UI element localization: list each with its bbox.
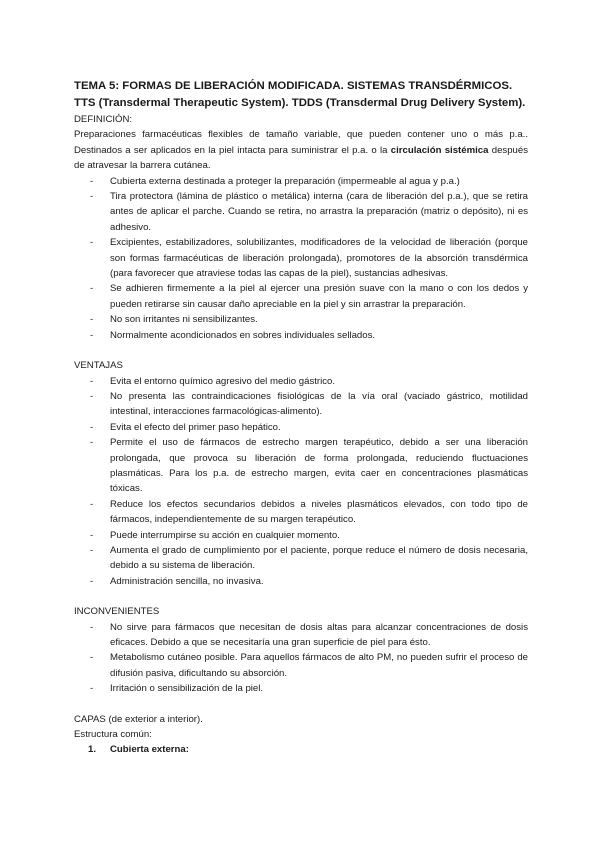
definicion-heading: DEFINICIÓN: xyxy=(74,114,133,125)
definicion-list xyxy=(74,174,528,343)
list-item xyxy=(74,389,528,420)
definicion-text-end: después de atravesar la barrera cutánea. xyxy=(74,144,529,172)
list-item-text: Puede interrumpirse su acción en cualquier momento. xyxy=(110,529,340,541)
dash-bullet: - xyxy=(90,621,94,633)
numbered-item xyxy=(74,742,528,757)
list-item-text: Administración sencilla, no invasiva. xyxy=(110,575,264,587)
list-item xyxy=(74,543,528,574)
dash-bullet: - xyxy=(90,575,94,587)
list-item-text: Cubierta externa destinada a proteger la preparación (impermeable al agua y p.a.) xyxy=(110,175,460,187)
dash-bullet: - xyxy=(90,314,94,326)
list-item xyxy=(74,174,528,189)
inconvenientes-list xyxy=(74,620,528,697)
dash-bullet: - xyxy=(90,498,94,510)
dash-bullet: - xyxy=(90,544,94,556)
definicion-text-bold: circulación sistémica xyxy=(390,144,489,156)
list-item-text: Se adhieren firmemente a la piel al ejercer una presión suave con la mano o con los dedos y pueden retirarse sin causar daño apreciable en la piel y sin arrastrar la preparación. xyxy=(110,283,528,310)
list-item-text: Aumenta el grado de cumplimiento por el paciente, porque reduce el número de dosis necesaria, debido a su sistema de liberación. xyxy=(110,544,528,572)
capas-subheading: Estructura común: xyxy=(74,729,152,741)
dash-bullet: - xyxy=(90,421,94,433)
list-item xyxy=(74,650,528,681)
list-item-text: No sirve para fármacos que necesitan de dosis altas para alcanzar concentraciones de dosis eficaces. Debido a que se necesitaría una gran superficie de piel para ésto. xyxy=(110,621,528,648)
list-item-text: Irritación o sensibilización de la piel. xyxy=(110,683,264,695)
dash-bullet: - xyxy=(90,437,94,449)
list-item xyxy=(74,189,528,235)
list-item xyxy=(74,312,528,327)
list-item xyxy=(74,435,528,497)
list-item xyxy=(74,681,528,696)
item-number: 1. xyxy=(88,744,97,756)
inconvenientes-heading: INCONVENIENTES xyxy=(74,606,160,618)
list-item-text: No son irritantes ni sensibilizantes. xyxy=(110,314,258,326)
list-item-text: Normalmente acondicionados en sobres individuales sellados. xyxy=(110,329,376,341)
list-item xyxy=(74,528,528,543)
dash-bullet: - xyxy=(90,375,94,387)
list-item xyxy=(74,497,528,528)
list-item-text: No presenta las contraindicaciones fisiológicas de la vía oral (vaciado gástrico, motilidad intestinal, interacciones farmacológicas-alimento). xyxy=(110,390,528,418)
capas-heading: CAPAS (de exterior a interior). xyxy=(74,713,203,725)
list-item-text: Reduce los efectos secundarios debidos a niveles plasmáticos elevados, con todo tipo de fármacos, independientemente de su margen terapéutico. xyxy=(110,498,528,526)
list-item xyxy=(74,328,528,343)
document-content xyxy=(74,78,528,758)
ventajas-list xyxy=(74,374,528,590)
definicion-text-start: Preparaciones farmacéuticas flexibles de tamaño variable, que pueden contener uno o más p.a.. Destinados a ser aplicados en la piel intacta para suministrar el p.a. o la xyxy=(74,129,528,156)
numbered-item-label: Cubierta externa: xyxy=(110,744,189,756)
list-item-text: Tira protectora (lámina de plástico o metálica) interna (cara de liberación del p.a.), que se retira antes de aplicar el parche. Cuando se retira, no arrastra la preparación (matriz o depósito), ni es adhesivo. xyxy=(110,191,528,233)
spacer xyxy=(74,343,528,358)
list-item-text: Evita el entorno químico agresivo del medio gástrico. xyxy=(110,375,336,387)
dash-bullet: - xyxy=(90,191,94,203)
list-item xyxy=(74,235,528,281)
list-item-text: Evita el efecto del primer paso hepático. xyxy=(110,421,281,433)
dash-bullet: - xyxy=(90,683,94,695)
ventajas-heading: VENTAJAS xyxy=(74,360,123,372)
list-item-text: Permite el uso de fármacos de estrecho margen terapéutico, debido a ser una liberación prolongada, que provoca su liberación de forma prolongada, reduciendo fluctuaciones plasmáticas. Para los p.a. de estrecho margen, evita caer en concentraciones plasmáticas tóxicas. xyxy=(110,437,528,495)
dash-bullet: - xyxy=(90,237,94,249)
list-item-text: Metabolismo cutáneo posible. Para aquellos fármacos de alto PM, no pueden sufrir el proceso de difusión pasiva, dificultando su absorción. xyxy=(110,652,528,679)
list-item-text: Excipientes, estabilizadores, solubilizantes, modificadores de la velocidad de liberación (porque son formas farmacéuticas de liberación prolongada), promotores de la absorción transdérmica (para favorecer que atraviese todas las capas de la piel), sustancias adhesivas. xyxy=(110,237,528,280)
dash-bullet: - xyxy=(90,329,94,341)
definicion-paragraph xyxy=(74,127,528,173)
list-item xyxy=(74,620,528,651)
spacer xyxy=(74,697,528,712)
list-item xyxy=(74,281,528,312)
list-item xyxy=(74,420,528,435)
document-title: TEMA 5: FORMAS DE LIBERACIÓN MODIFICADA. SISTEMAS TRANSDÉRMICOS. TTS (Transdermal Therapeutic System). TDDS (Transdermal Drug Delivery System). xyxy=(74,80,526,109)
spacer xyxy=(74,589,528,604)
dash-bullet: - xyxy=(90,529,94,541)
capas-list xyxy=(74,742,528,757)
dash-bullet: - xyxy=(90,283,94,295)
list-item xyxy=(74,374,528,389)
dash-bullet: - xyxy=(90,175,94,187)
list-item xyxy=(74,574,528,589)
dash-bullet: - xyxy=(90,652,94,664)
dash-bullet: - xyxy=(90,390,94,402)
